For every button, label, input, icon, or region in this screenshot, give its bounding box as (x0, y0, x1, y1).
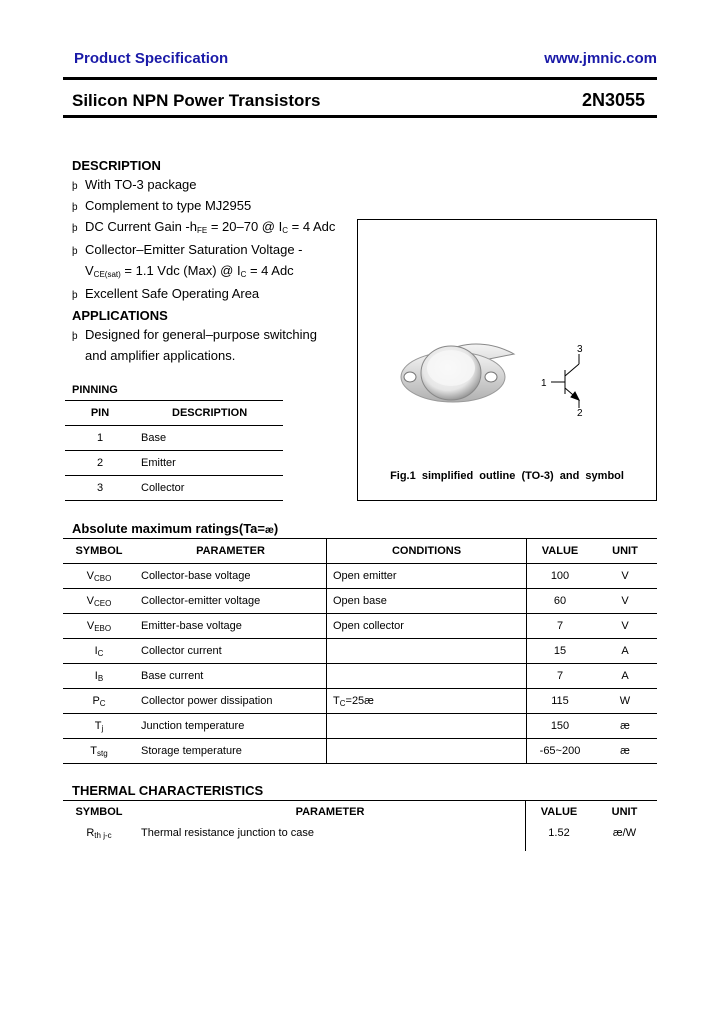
abs-max-heading (72, 521, 278, 536)
heading-text: Absolute maximum ratings(Ta= (72, 521, 265, 536)
list-item-text: Excellent Safe Operating Area (85, 286, 260, 301)
document-title: Silicon NPN Power Transistors (72, 91, 321, 110)
list-item-text: = 4 Adc (288, 219, 336, 234)
table-row (65, 476, 283, 501)
table-row (65, 426, 283, 451)
row-unit: V (593, 614, 657, 639)
title-rule (63, 115, 657, 118)
header-rule (63, 77, 657, 80)
table-row (63, 639, 657, 664)
list-item (72, 284, 352, 305)
col-parameter: PARAMETER (295, 806, 365, 818)
row-parameter: Base current (135, 664, 327, 689)
header-product-specification: Product Specification (74, 50, 229, 67)
list-item-text: = 4 Adc (246, 263, 294, 278)
list-item (72, 175, 352, 196)
table-row (63, 739, 657, 764)
row-value: 7 (527, 614, 594, 639)
col-conditions: CONDITIONS (327, 539, 527, 564)
table-row (65, 451, 283, 476)
table-row (63, 589, 657, 614)
figure-box (357, 219, 657, 501)
row-unit: W (593, 689, 657, 714)
thermal-heading: THERMAL CHARACTERISTICS (72, 783, 264, 798)
list-item-text: = 20–70 @ I (207, 219, 283, 234)
row-value: 100 (527, 564, 594, 589)
col-symbol: SYMBOL (75, 806, 123, 818)
row-symbol: $I_C$ (63, 639, 135, 664)
subscript: CE(sat) (93, 270, 121, 279)
table-row (63, 614, 657, 639)
symbol-pin-1: 1 (541, 378, 547, 389)
row-conditions (327, 664, 527, 689)
heading-text: ) (273, 521, 279, 536)
bullet-icon: þ (72, 246, 78, 257)
row-unit: V (593, 589, 657, 614)
row-parameter: Collector-emitter voltage (135, 589, 327, 614)
row-value: 15 (527, 639, 594, 664)
pin-number: 2 (65, 451, 135, 476)
bullet-icon: þ (72, 202, 78, 213)
row-symbol: $P_C$ (63, 689, 135, 714)
col-unit: UNIT (593, 539, 657, 564)
row-conditions: $T_C=25æ$ (327, 689, 527, 714)
row-unit: V (593, 564, 657, 589)
list-item-text: and amplifier applications. (85, 348, 236, 363)
pin-description: Collector (135, 476, 283, 501)
list-item-text: DC Current Gain -h (85, 219, 197, 234)
row-unit: æ (593, 739, 657, 764)
row-parameter: Junction temperature (135, 714, 327, 739)
row-symbol: $V_{CBO}$ (63, 564, 135, 589)
subscript: FE (196, 226, 208, 235)
list-item-text: Designed for general–purpose switching (85, 327, 317, 342)
pin-description: Base (135, 426, 283, 451)
table-row (63, 664, 657, 689)
table-row (63, 689, 657, 714)
pin-description: Emitter (135, 451, 283, 476)
row-conditions (327, 739, 527, 764)
row-parameter: Thermal resistance junction to case (141, 827, 315, 839)
symbol-pin-3: 3 (577, 344, 583, 355)
pinning-heading: PINNING (72, 384, 118, 396)
symbol-pin-2: 2 (577, 408, 583, 419)
row-symbol: $T_{stg}$ (63, 739, 135, 764)
subscript: C (282, 226, 288, 235)
table-row (63, 564, 657, 589)
list-item-text: V (85, 263, 94, 278)
row-symbol: $T_j$ (63, 714, 135, 739)
col-value: VALUE (527, 539, 594, 564)
row-conditions (327, 639, 527, 664)
row-parameter: Collector current (135, 639, 327, 664)
row-symbol: $V_{CEO}$ (63, 589, 135, 614)
list-item (72, 240, 352, 261)
row-unit: æ/W (612, 827, 637, 839)
table-row (63, 823, 657, 851)
row-conditions: Open collector (327, 614, 527, 639)
part-number: 2N3055 (581, 90, 645, 110)
list-item (72, 325, 352, 346)
to3-package-and-symbol-figure (358, 220, 656, 500)
row-symbol: $R_{th j-c}$ (86, 827, 112, 840)
list-item-text: = 1.1 Vdc (Max) @ I (120, 263, 241, 278)
npn-transistor-symbol-icon (551, 354, 579, 408)
row-conditions (327, 714, 527, 739)
row-conditions: Open emitter (327, 564, 527, 589)
description-list (72, 175, 352, 305)
row-value: 115 (527, 689, 594, 714)
table-header-row (65, 401, 283, 426)
row-value: 7 (527, 664, 594, 689)
row-value: -65~200 (527, 739, 594, 764)
bullet-icon: þ (72, 223, 78, 234)
list-item-continuation (72, 261, 352, 284)
list-item-text: With TO-3 package (85, 177, 197, 192)
row-unit: æ (593, 714, 657, 739)
bullet-icon: þ (72, 290, 78, 301)
applications-list (72, 325, 352, 365)
row-parameter: Collector power dissipation (135, 689, 327, 714)
col-symbol: SYMBOL (63, 539, 135, 564)
list-item-continuation (72, 346, 352, 365)
figure-caption: Fig.1 simplified outline (TO-3) and symbol (390, 470, 624, 482)
row-value: 1.52 (526, 823, 593, 851)
abs-max-table (63, 538, 657, 764)
bullet-icon: þ (72, 181, 78, 192)
list-item (72, 196, 352, 217)
col-value: VALUE (526, 801, 593, 823)
row-value: 150 (527, 714, 594, 739)
row-parameter: Emitter-base voltage (135, 614, 327, 639)
description-heading: DESCRIPTION (72, 158, 161, 173)
row-conditions: Open base (327, 589, 527, 614)
row-parameter: Storage temperature (135, 739, 327, 764)
col-description: DESCRIPTION (135, 401, 283, 426)
row-unit: A (593, 639, 657, 664)
col-pin: PIN (65, 401, 135, 426)
pinning-table (65, 400, 283, 501)
list-item (72, 217, 352, 240)
list-item-text: Complement to type MJ2955 (85, 198, 252, 213)
row-symbol: $I_B$ (63, 664, 135, 689)
pin-number: 1 (65, 426, 135, 451)
list-item-text: Collector–Emitter Saturation Voltage - (85, 242, 303, 257)
to3-package-icon (401, 344, 514, 402)
pin-number: 3 (65, 476, 135, 501)
table-header-row (63, 801, 657, 823)
col-unit: UNIT (611, 806, 638, 818)
row-unit: A (593, 664, 657, 689)
thermal-table (63, 801, 657, 851)
row-parameter: Collector-base voltage (135, 564, 327, 589)
row-value: 60 (527, 589, 594, 614)
heading-unit: æ (265, 525, 274, 536)
col-parameter: PARAMETER (135, 539, 327, 564)
bullet-icon: þ (72, 331, 78, 342)
table-row (63, 714, 657, 739)
applications-heading: APPLICATIONS (72, 308, 168, 323)
subscript: C (240, 270, 247, 279)
header-website[interactable]: www.jmnic.com (544, 50, 657, 67)
table-header-row (63, 539, 657, 564)
row-symbol: $V_{EBO}$ (63, 614, 135, 639)
